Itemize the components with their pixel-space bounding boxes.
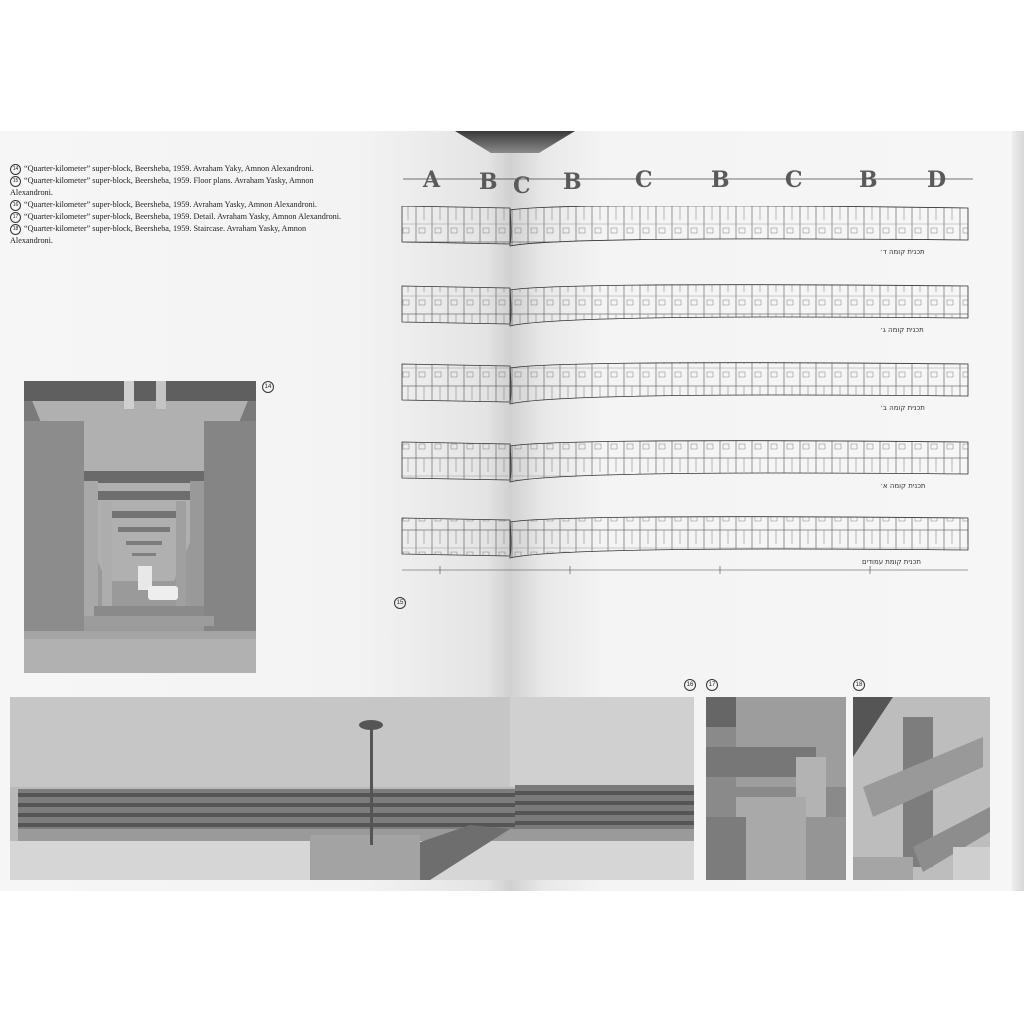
caption-list [10,163,350,247]
figure-number-15: 15 [394,597,406,609]
plan-label-3: תכנית קומה ג׳ [880,326,924,334]
axis-letter-3: C [513,173,531,199]
plan-label-2: תכנית קומה ב׳ [880,404,925,412]
caption-17: 17 “Quarter-kilometer” super-block, Beersheba, 1959. Detail. Avraham Yasky, Amnon Alexandroni. [10,211,350,223]
book-spread [0,131,1024,891]
figure-number-18: 18 [853,679,865,691]
axis-letter-8: B [859,167,878,193]
axis-letter-6: B [711,167,730,193]
plan-label-4: תכנית קומה ד׳ [880,248,925,256]
photo-colonnade [24,381,256,673]
caption-14: 14 “Quarter-kilometer” super-block, Beersheba, 1959. Avraham Yaky, Amnon Alexandroni. [10,163,350,175]
caption-15: 15 “Quarter-kilometer” super-block, Beersheba, 1959. Floor plans. Avraham Yasky, Amnon Alexandroni. [10,176,314,197]
plan-label-1: תכנית קומה א׳ [880,482,926,490]
photo-detail [706,697,846,880]
figure-number-17: 17 [706,679,718,691]
floor-plans [400,206,972,586]
axis-letter-2: B [479,169,498,195]
caption-18: 18 “Quarter-kilometer” super-block, Beersheba, 1959. Staircase. Avraham Yasky, Amnon Alexandroni. [10,224,307,245]
axis-letter-7: C [785,167,803,193]
axis-letter-1: A [423,167,441,193]
caption-16: 16 “Quarter-kilometer” super-block, Beersheba, 1959. Avraham Yasky, Amnon Alexandroni. [10,199,350,211]
axis-letter-9: D [927,167,947,193]
figure-number-16: 16 [684,679,696,691]
page-edge [1012,131,1024,891]
plan-axis [403,167,973,197]
axis-letter-5: C [635,167,653,193]
figure-number-14: 14 [262,381,274,393]
axis-letter-4: B [563,169,582,195]
photo-panorama [10,697,694,880]
photo-staircase [853,697,990,880]
plan-label-pilotis: תכנית קומת עמודים [862,558,922,566]
